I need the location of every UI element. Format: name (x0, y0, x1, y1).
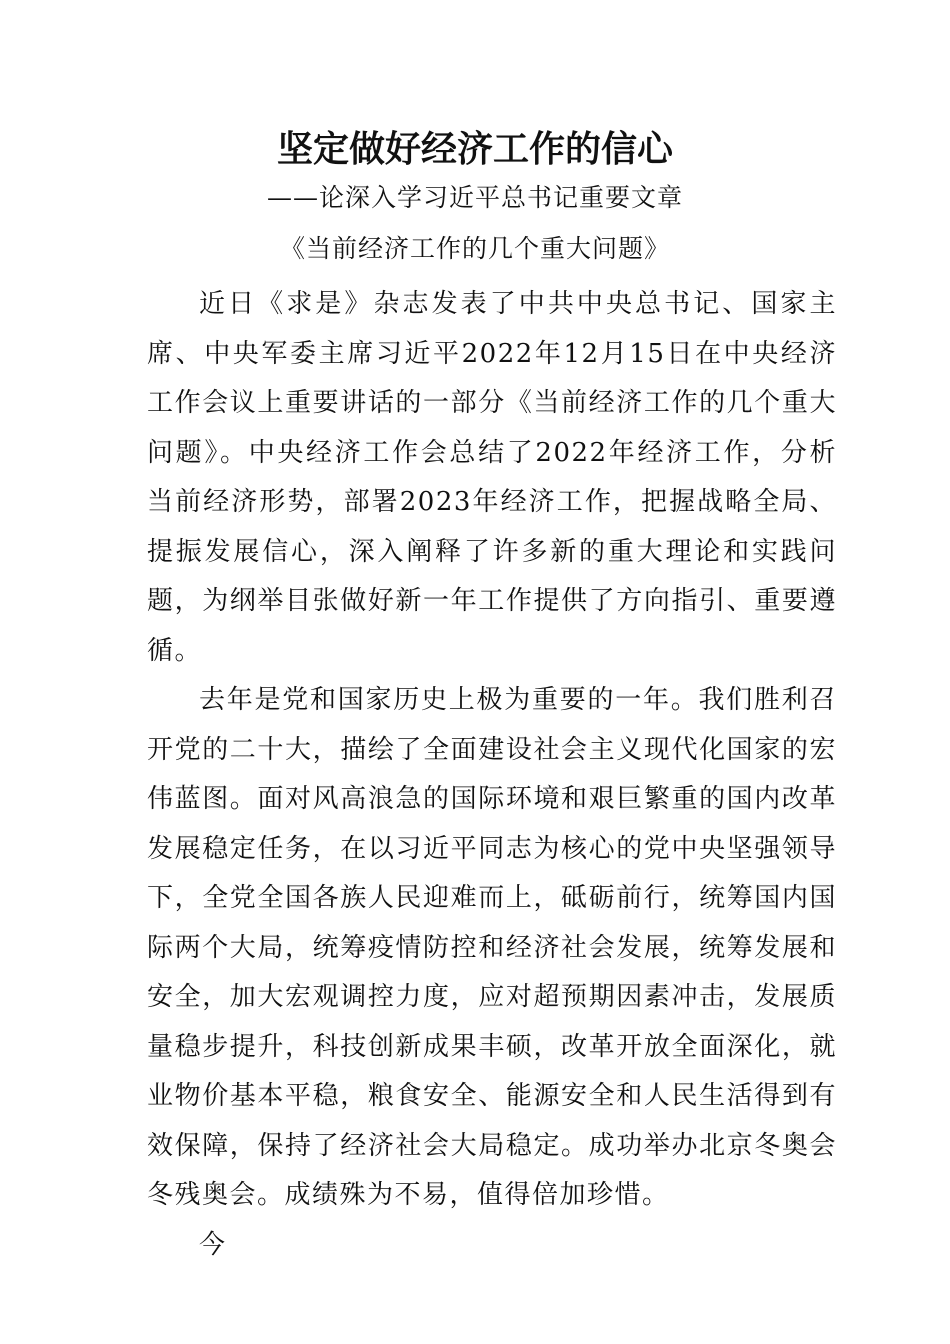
document-subtitle-line2: 《当前经济工作的几个重大问题》 (279, 234, 670, 263)
paragraph-3: 今 (199, 1229, 227, 1260)
paragraph-1: 近日《求是》杂志发表了中共中央总书记、国家主席、中央军委主席习近平2022年12月15日在中央经济工作会议上重要讲话的一部分《当前经济工作的几个重大问题》。中央经济工作会总结了2022年经济工作，分析当前经济形势，部署2023年经济工作，把握战略全局、提振发展信心，深入阐释了许多新的重大理论和实践问题，为纲举目张做好新一年工作提供了方向指引、重要遵循。 (147, 289, 837, 666)
paragraph-2: 去年是党和国家历史上极为重要的一年。我们胜利召开党的二十大，描绘了全面建设社会主义现代化国家的宏伟蓝图。面对风高浪急的国际环境和艰巨繁重的国内改革发展稳定任务，在以习近平同志为核心的党中央坚强领导下，全党全国各族人民迎难而上，砥砺前行，统筹国内国际两个大局，统筹疫情防控和经济社会发展，统筹发展和安全，加大宏观调控力度，应对超预期因素冲击，发展质量稳步提升，科技创新成果丰硕，改革开放全面深化，就业物价基本平稳，粮食安全、能源安全和人民生活得到有效保障，保持了经济社会大局稳定。成功举办北京冬奥会冬残奥会。成绩殊为不易，值得倍加珍惜。 (147, 685, 837, 1210)
document-subtitle-line1: ——论深入学习近平总书记重要文章 (266, 183, 683, 212)
document-body (147, 280, 837, 1270)
document-title: 坚定做好经济工作的信心 (276, 128, 673, 170)
